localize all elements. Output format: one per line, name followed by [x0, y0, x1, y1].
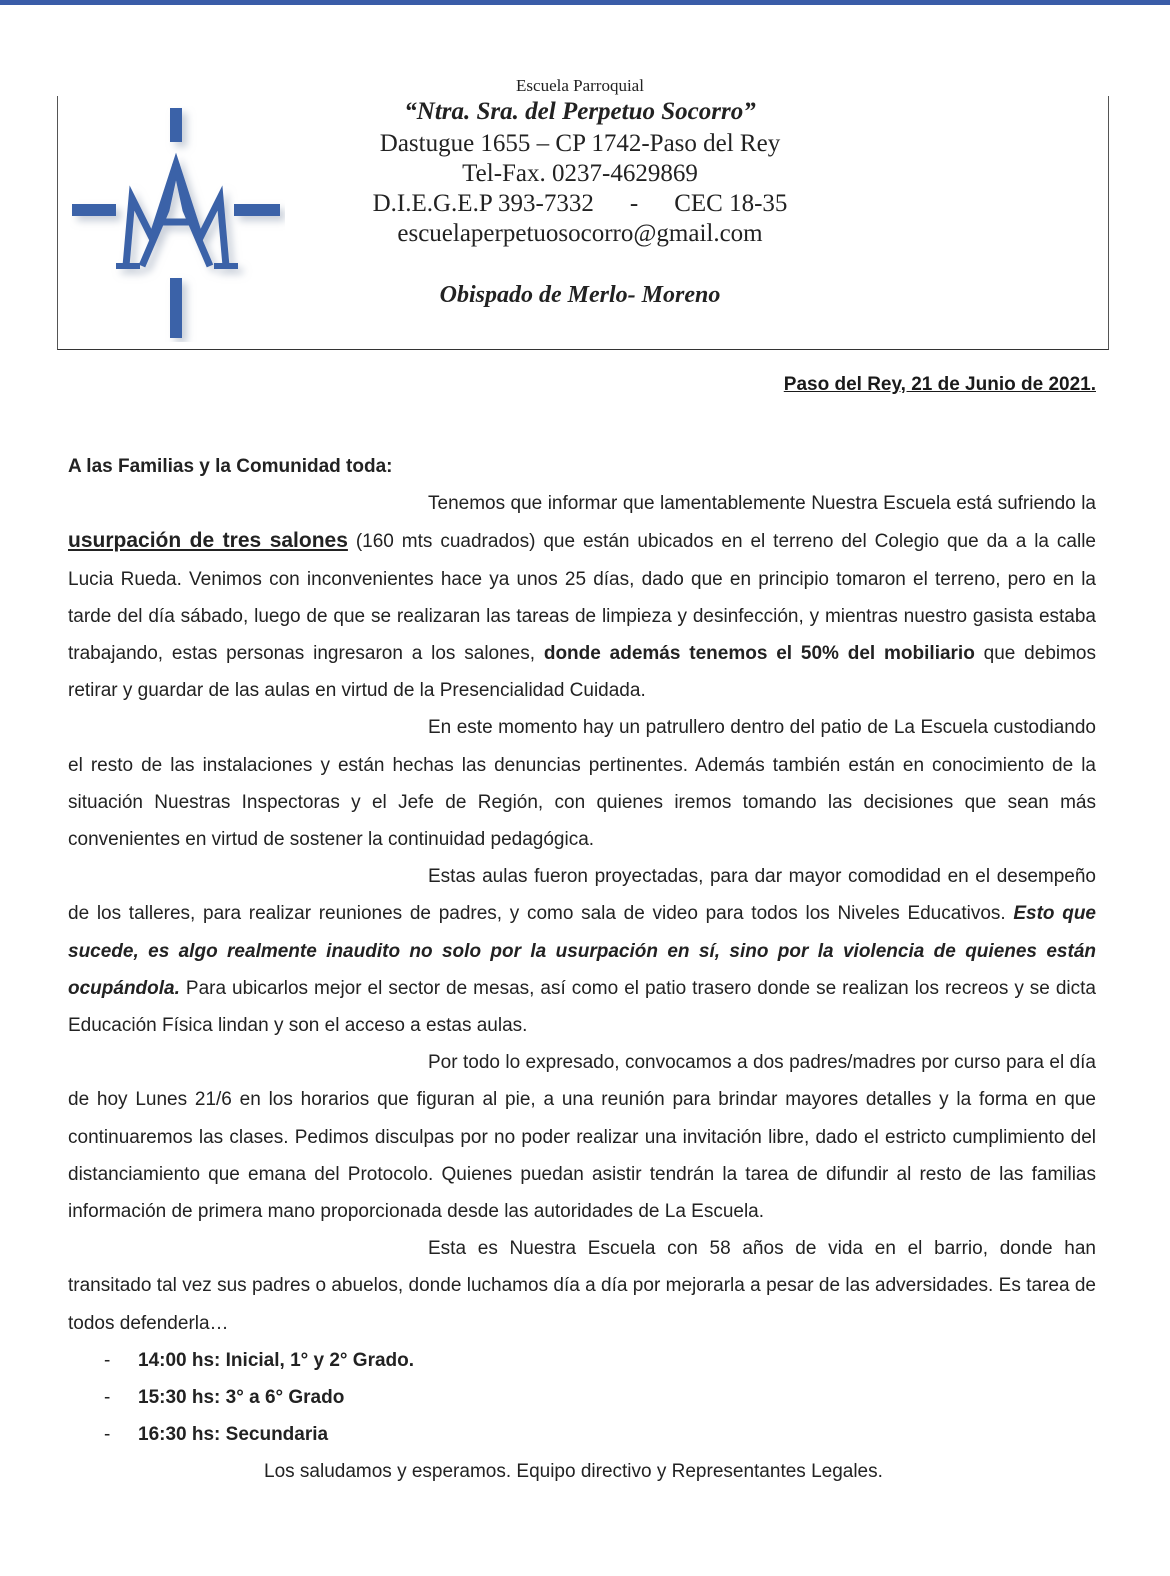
- salutation: A las Familias y la Comunidad toda:: [68, 456, 393, 477]
- paragraph-1-text: Tenemos que informar que lamentablemente Nuestra Escuela está sufriendo la: [428, 493, 1096, 515]
- school-address: Dastugue 1655 – CP 1742-Paso del Rey: [379, 130, 781, 157]
- school-email: escuelaperpetuosocorro@gmail.com: [397, 220, 763, 247]
- registration-codes: [300, 190, 860, 218]
- top-border: [0, 0, 1170, 5]
- meeting-schedule: [68, 1342, 1096, 1454]
- letter-body: [68, 448, 1096, 1491]
- schedule-item: - 15:30 hs: 3° a 6° Grado: [104, 1379, 1096, 1416]
- diocese-name: Obispado de Merlo- Moreno: [439, 282, 721, 308]
- schedule-item: - 16:30 hs: Secundaria: [104, 1416, 1096, 1453]
- paragraph-2: En este momento hay un patrullero dentro del patio de La Escuela custodiando el resto de las instalaciones y están hechas las denuncias pertinentes. Además también están en conocimiento de la situación Nuestras Inspectoras y el Jefe de Región, con quienes iremos tomando las decisiones que sean más convenientes en virtud de sostener la continuidad pedagógica.: [68, 717, 1096, 851]
- cec-code: CEC 18-35: [674, 190, 788, 217]
- paragraph-1: [68, 485, 1096, 709]
- letter-date: Paso del Rey, 21 de Junio de 2021.: [783, 374, 1096, 395]
- paragraph-4: Por todo lo expresado, convocamos a dos padres/madres por curso para el día de hoy Lunes 21/6 en los horarios que figuran al pie, a una reunión para brindar mayores detalles y la forma en que continuaremos las clases. Pedimos disculpas por no poder realizar una invitación libre, dado el estricto cumplimiento del distanciamiento que emana del Protocolo. Quienes puedan asistir tendrán la tarea de difundir al resto de las familias información de primera mano proporcionada desde las autoridades de La Escuela.: [68, 1052, 1096, 1223]
- school-name: “Ntra. Sra. del Perpetuo Socorro”: [404, 98, 756, 125]
- paragraph-5: Esta es Nuestra Escuela con 58 años de vida en el barrio, donde han transitado tal vez sus padres o abuelos, donde luchamos día a día por mejorarla a pesar de las adversidades. Es tarea de todos defenderla…: [68, 1238, 1096, 1334]
- school-phone: Tel-Fax. 0237-4629869: [462, 160, 698, 187]
- paragraph-1-text-2: (160 mts cuadrados) que están ubicados en el terreno del Colegio que da a la calle Lucia Rueda. Venimos con inconvenientes hace ya unos 25 días, dado que en principio tomaron el terreno, pero en la tarde del día sábado, luego de que se realizaran las tareas de limpieza y desinfección, y mientras nuestro gasista estaba trabajando, estas personas ingresaron a los salones,: [68, 531, 1096, 665]
- paragraph-1-text-3: que debimos retirar y guardar de las aulas en virtud de la Presencialidad Cuidada.: [68, 643, 1097, 702]
- closing-line: Los saludamos y esperamos. Equipo directivo y Representantes Legales.: [264, 1461, 883, 1483]
- paragraph-1-bold: donde además tenemos el 50% del mobiliario: [543, 643, 975, 665]
- code-separator: -: [629, 190, 639, 217]
- paragraph-3-emphasis: Esto que sucede, es algo realmente inaudito no solo por la usurpación en sí, sino por la violencia de quienes están ocupándola.: [68, 903, 1097, 999]
- diegep-code: D.I.E.G.E.P 393-7332: [372, 190, 594, 217]
- paragraph-1-highlight: usurpación de tres salones: [68, 529, 348, 553]
- paragraph-3: [68, 858, 1096, 1044]
- schedule-item: - 14:00 hs: Inicial, 1° y 2° Grado.: [104, 1342, 1096, 1379]
- school-type: Escuela Parroquial: [516, 76, 644, 95]
- marian-cross-monogram-icon: [70, 106, 285, 342]
- paragraph-3-text-2: Para ubicarlos mejor el sector de mesas, así como el patio trasero donde se realizan los recreos y se dicta Educación Física lindan y son el acceso a estas aulas.: [68, 977, 1096, 1037]
- paragraph-3-text: Estas aulas fueron proyectadas, para dar mayor comodidad en el desempeño de los talleres, para realizar reuniones de padres, y como sala de video para todos los Niveles Educativos.: [68, 866, 1096, 925]
